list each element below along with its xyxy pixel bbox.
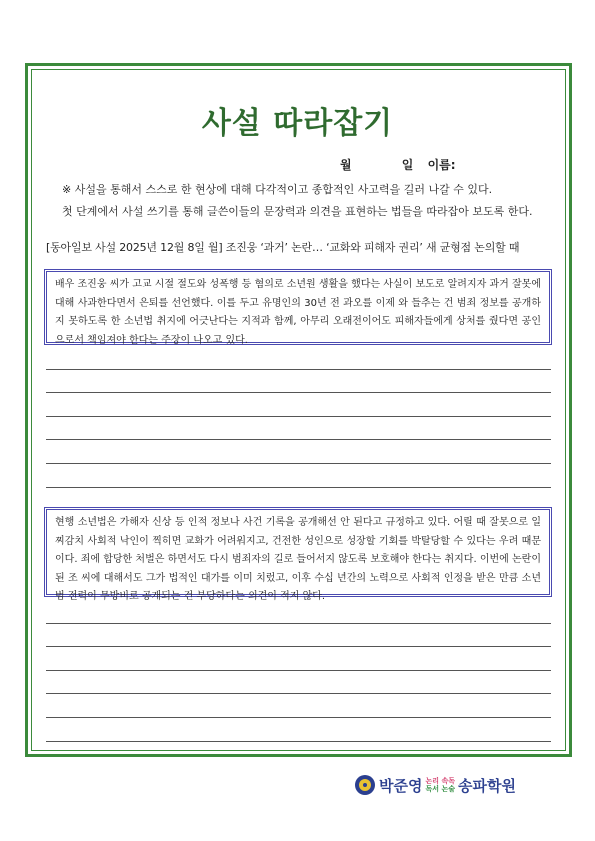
writing-line[interactable] xyxy=(46,417,551,441)
logo-subtitle xyxy=(425,777,455,793)
passage-box-1 xyxy=(44,269,552,345)
logo-subtitle-row-2: 독서 논술 xyxy=(425,785,455,793)
editorial-headline: [동아일보 사설 2025년 12월 8일 월] 조진웅 ‘과거’ 논란… ‘교화와 피해자 권리’ 새 균형점 논의할 때 xyxy=(46,241,520,254)
writing-line[interactable] xyxy=(46,440,551,464)
writing-line[interactable] xyxy=(46,370,551,394)
name-label: 이름: xyxy=(427,158,456,172)
passage-text-2: 현행 소년법은 가해자 신상 등 인적 정보나 사건 기록을 공개해선 안 된다고 규정하고 있다. 어릴 때 잘못으로 일찌감치 사회적 낙인이 찍히면 교화가 어려워지고, 건전한 성인으로 성장할 기회를 박탈당할 수 있다는 우려 때문이다. 죄에 합당한 처벌은 하면서도 다시 범죄자의 길로 들어서지 않도록 보호해야 한다는 취지다. 이번에 논란이 된 조 씨에 대해서도 그가 법적인 대가를 이미 치렀고, 이후 수십 년간의 노력으로 사회적 인정을 받은 만큼 소년범 전력이 무방비로 공개되는 건 부당하다는 의견이 적지 않다. xyxy=(55,517,541,602)
passage-text-1: 배우 조진웅 씨가 고교 시절 절도와 성폭행 등 혐의로 소년원 생활을 했다는 사실이 보도로 알려지자 과거 잘못에 대해 사과한다면서 은퇴를 선언했다. 이를 두고 유명인의 30년 전 과오를 이제 와 들추는 건 범죄 정보를 공개하지 못하도록 한 소년법 취지에 어긋난다는 지적과 함께, 아무리 오래전이어도 피해자들에게 상처를 줬다면 공인으로서 책임져야 한다는 주장이 나오고 있다. xyxy=(55,279,541,346)
writing-lines-1[interactable] xyxy=(46,346,551,488)
instruction-2: 첫 단계에서 사설 쓰기를 통해 글쓴이들의 문장력과 의견을 표현하는 법들을 따라잡아 보도록 한다. xyxy=(62,205,533,218)
writing-line[interactable] xyxy=(46,671,551,695)
day-label: 일 xyxy=(401,158,414,172)
month-label: 월 xyxy=(340,158,352,172)
logo-academy-name: 송파학원 xyxy=(457,776,516,795)
date-name-line xyxy=(340,156,456,173)
academy-logo xyxy=(355,773,516,797)
writing-line[interactable] xyxy=(46,718,551,742)
instruction-1: ※ 사설을 통해서 스스로 한 현상에 대해 다각적이고 종합적인 사고력을 길러 나갈 수 있다. xyxy=(62,183,493,196)
logo-subtitle-row-1: 논리 속독 xyxy=(425,777,455,785)
writing-line[interactable] xyxy=(46,600,551,624)
logo-name: 박준영 xyxy=(379,776,423,795)
logo-emblem-icon xyxy=(355,775,375,795)
writing-line[interactable] xyxy=(46,694,551,718)
passage-box-2 xyxy=(44,507,552,602)
page-title: 사설 따라잡기 xyxy=(201,106,394,141)
writing-line[interactable] xyxy=(46,346,551,370)
writing-line[interactable] xyxy=(46,624,551,648)
writing-line[interactable] xyxy=(46,393,551,417)
writing-lines-2[interactable] xyxy=(46,600,551,742)
writing-line[interactable] xyxy=(46,647,551,671)
writing-line[interactable] xyxy=(46,464,551,488)
